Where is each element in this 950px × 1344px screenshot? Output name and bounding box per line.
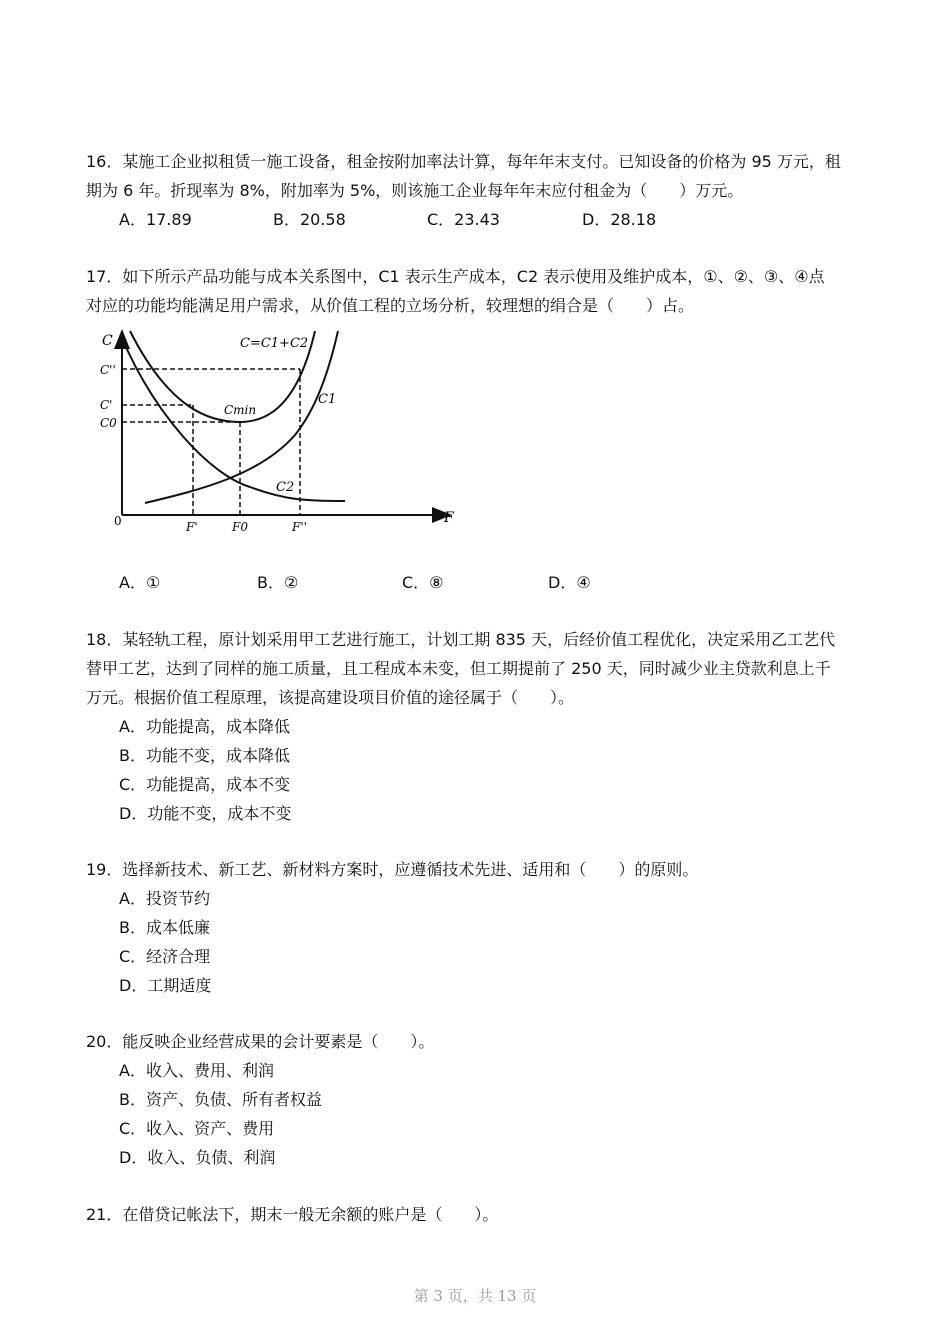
c2-curve-label: C2 [276, 480, 295, 495]
c1-curve-label: C1 [318, 392, 337, 407]
y-axis-label: C [102, 333, 113, 349]
option-d[interactable]: D．工期适度 [119, 976, 212, 995]
option-a[interactable]: A．功能提高，成本降低 [119, 717, 290, 736]
x-tick-f-prime: F' [186, 520, 198, 534]
question-18 [86, 625, 876, 828]
question-19 [86, 855, 876, 1000]
option-a[interactable]: A．17.89 [119, 210, 192, 229]
option-b[interactable]: B．资产、负债、所有者权益 [119, 1090, 322, 1109]
question-17-options [86, 568, 876, 597]
question-16 [86, 147, 876, 234]
question-stem: 21．在借贷记帐法下，期末一般无余额的账户是（ ）。 [86, 1205, 499, 1224]
option-c[interactable]: C．功能提高，成本不变 [119, 775, 291, 794]
question-stem: 替甲工艺，达到了同样的施工质量，且工程成本未变，但工期提前了 250 天，同时减少业主贷款利息上千 [86, 659, 831, 678]
option-c[interactable]: C．23.43 [427, 210, 500, 229]
x-tick-f-double-prime: F'' [292, 520, 307, 534]
option-c[interactable]: C．经济合理 [119, 947, 211, 966]
option-d[interactable]: D．功能不变，成本不变 [119, 804, 292, 823]
function-cost-chart [100, 325, 460, 545]
question-20 [86, 1027, 876, 1172]
option-d[interactable]: D．④ [548, 573, 591, 592]
option-d[interactable]: D．28.18 [582, 210, 657, 229]
option-a[interactable]: A．收入、费用、利润 [119, 1061, 274, 1080]
option-a[interactable]: A．① [119, 573, 161, 592]
question-stem: 17．如下所示产品功能与成本关系图中，C1 表示生产成本，C2 表示使用及维护成本，①、②、③、④点 [86, 267, 825, 286]
option-b[interactable]: B．成本低廉 [119, 918, 210, 937]
curve-c1 [145, 331, 338, 503]
y-tick-c-double-prime: C'' [100, 363, 116, 377]
question-stem: 19．选择新技术、新工艺、新材料方案时，应遵循技术先进、适用和（ ）的原则。 [86, 860, 699, 879]
question-21 [86, 1200, 876, 1229]
question-stem: 万元。根据价值工程原理，该提高建设项目价值的途径属于（ ）。 [86, 688, 575, 707]
origin-label: 0 [114, 514, 122, 528]
option-row [119, 568, 876, 597]
y-tick-c0: C0 [100, 416, 117, 430]
option-c[interactable]: C．收入、资产、费用 [119, 1119, 275, 1138]
x-axis-label: F [444, 510, 454, 526]
option-b[interactable]: B．② [257, 573, 299, 592]
option-b[interactable]: B．20.58 [273, 210, 346, 229]
question-stem: 20．能反映企业经营成果的会计要素是（ ）。 [86, 1032, 435, 1051]
total-curve-label: C=C1+C2 [240, 336, 309, 351]
question-17 [86, 262, 876, 320]
question-stem: 期为 6 年。折现率为 8%，附加率为 5%，则该施工企业每年年末应付租金为（ ）万元。 [86, 181, 744, 200]
question-stem: 对应的功能均能满足用户需求，从价值工程的立场分析，较理想的绢合是（ ）占。 [86, 296, 695, 315]
option-d[interactable]: D．收入、负债、利润 [119, 1148, 276, 1167]
page-number-footer: 第 3 页，共 13 页 [413, 1287, 537, 1305]
x-tick-f0: F0 [232, 520, 248, 534]
question-stem: 18．某轻轨工程，原计划采用甲工艺进行施工，计划工期 835 天，后经价值工程优化，决定采用乙工艺代 [86, 630, 836, 649]
option-b[interactable]: B．功能不变，成本降低 [119, 746, 290, 765]
cmin-label: Cmin [224, 403, 257, 417]
option-row [119, 205, 876, 234]
question-stem: 16．某施工企业拟租赁一施工设备，租金按附加率法计算，每年年末支付。已知设备的价格为 95 万元，租 [86, 152, 841, 171]
option-a[interactable]: A．投资节约 [119, 889, 210, 908]
option-c[interactable]: C．⑧ [402, 573, 444, 592]
y-tick-c-prime: C' [100, 398, 113, 412]
